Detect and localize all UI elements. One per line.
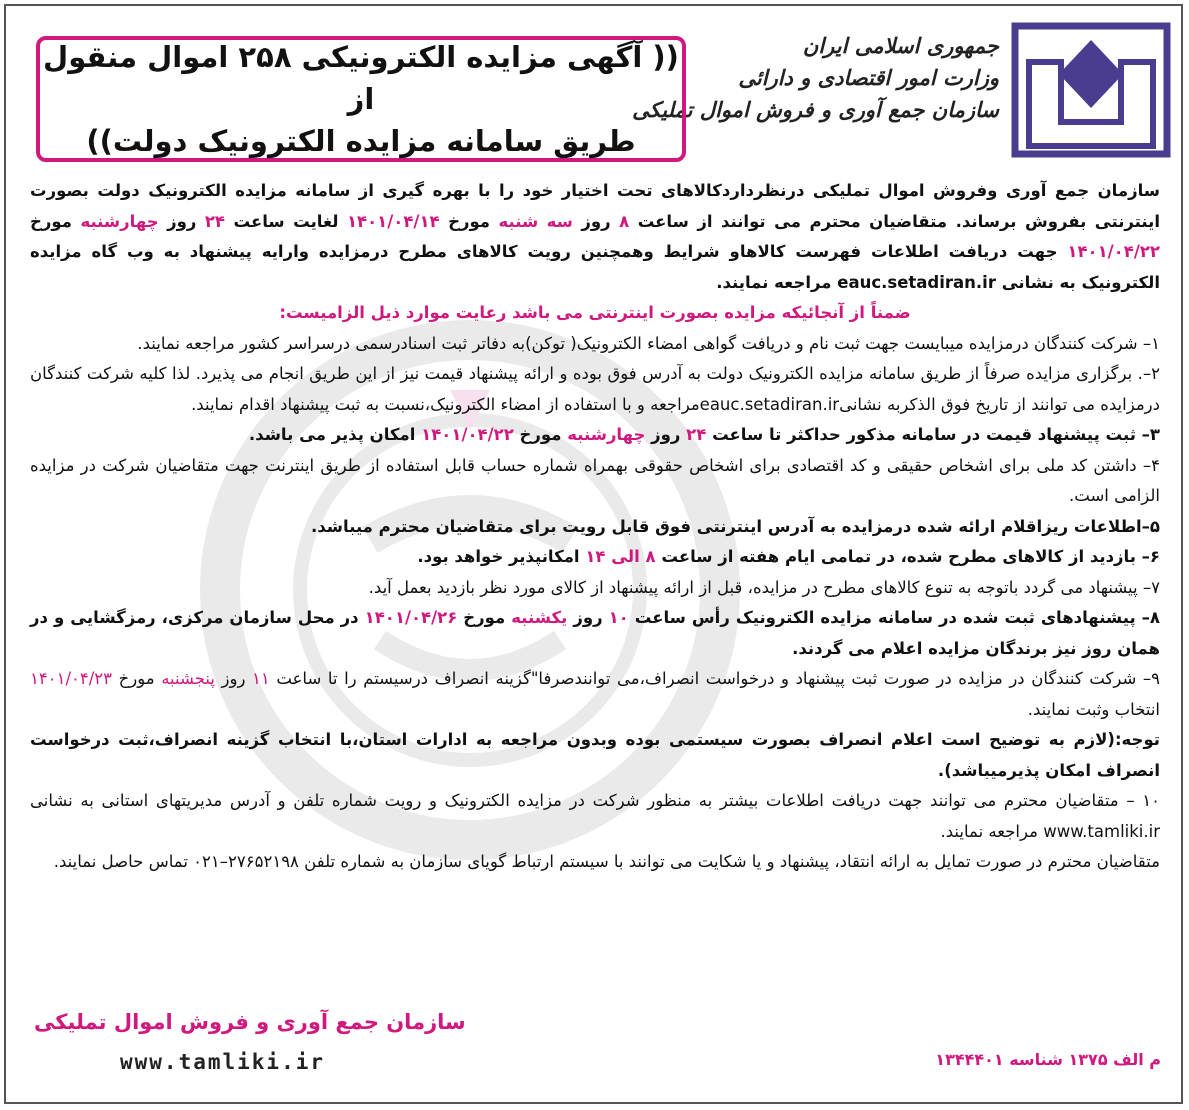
footer-signature: سازمان جمع آوری و فروش اموال تملیکی (34, 1010, 466, 1034)
condition-item-8: ۸– پیشنهادهای ثبت شده در سامانه مزایده الکترونیک رأس ساعت ۱۰ روز یکشنبه مورخ ۱۴۰۱/۰۴/۲۶ در محل سازمان مرکزی، رمزگشایی و در همان روز نیز برندگان مزایده اعلام می گردند. (30, 608, 1160, 658)
intro-paragraph: سازمان جمع آوری وفروش اموال تملیکی درنظرداردکالاهای تحت اختیار خود را با بهره گیری از سامانه مزایده الکترونیک دولت بصورت اینترنتی بفروش برساند. متقاضیان محترم می توانند از ساعت ۸ روز سه شنبه مورخ ۱۴۰۱/۰۴/۱۴ لغایت ساعت ۲۴ روز چهارشنبه مورخ ۱۴۰۱/۰۴/۲۲ جهت دریافت اطلاعات فهرست کالاهاو شرایط وهمچنین رویت کالاهای مطرح درمزایده وارایه پیشنهاد به وب گاه مزایده الکترونیک به نشانی eauc.setadiran.ir مراجعه نمایند. (30, 181, 1161, 292)
announcement-body (30, 176, 1160, 878)
ad-identifier: م الف ۱۳۷۵ شناسه ۱۳۴۴۴۰۱ (935, 1050, 1161, 1069)
contact-paragraph: متقاضیان محترم در صورت تمایل به ارائه انتقاد، پیشنهاد و یا شکایت می توانند با سیستم ارتباط گویای سازمان به شماره تلفن ۲۷۶۵۲۱۹۸–۰۲۱ تماس حاصل نمایند. (53, 852, 1160, 871)
auction-title-box (36, 36, 686, 162)
condition-item-3: ۳– ثبت پیشنهاد قیمت در سامانه مذکور حداکثر تا ساعت ۲۴ روز چهارشنبه مورخ ۱۴۰۱/۰۴/۲۲ امکان پذیر می باشد. (248, 425, 1160, 444)
condition-item-6: ۶– بازدید از کالاهای مطرح شده، در تمامی ایام هفته از ساعت ۸ الی ۱۴ امکانپذیر خواهد بود. (417, 547, 1160, 566)
organization-logo (1011, 22, 1171, 158)
condition-item-9: ۹– شرکت کنندگان در مزایده در صورت ثبت پیشنهاد و درخواست انصراف،می توانندصرفا"گزینه انصراف درسیستم را تا ساعت ۱۱ روز پنجشنبه مورخ ۱۴۰۱/۰۴/۲۳ انتخاب وثبت نمایند. (30, 669, 1160, 719)
footer-website[interactable]: www.tamliki.ir (120, 1050, 326, 1074)
condition-item-7: ۷– پیشنهاد می گردد باتوجه به تنوع کالاهای مطرح در مزایده، قبل از ارائه پیشنهاد از کالای مورد نظر بازدید بعمل آید. (368, 577, 1160, 597)
ministry-header (632, 30, 999, 126)
ministry-line-3: سازمان جمع آوری و فروش اموال تملیکی (632, 97, 999, 122)
condition-item-4: ۴– داشتن کد ملی برای اشخاص حقیقی و کد اقتصادی برای اشخاص حقوقی بهمراه شماره حساب قابل استفاده از طریق اینترنت جهت متقاضیان شرکت در مزایده الزامی است. (30, 455, 1160, 505)
condition-item-5: ۵–اطلاعات ریزاقلام ارائه شده درمزایده به آدرس اینترنتی فوق قابل رویت برای متقاضیان محترم میباشد. (310, 516, 1160, 536)
auction-title (40, 36, 682, 162)
title-line-1: (( آگهی مزایده الکترونیکی ۲۵۸ اموال منقول از (43, 40, 679, 116)
title-line-2: طریق سامانه مزایده الکترونیک دولت)) (86, 124, 636, 158)
condition-item-2: ۲–. برگزاری مزایده صرفاً از طریق سامانه مزایده الکترونیک دولت به آدرس فوق بوده و ارائه پیشنهاد قیمت نیز از این طریق انجام می پذیرد. لذا کلیه شرکت کنندگان درمزایده می توانند از تاریخ فوق الذکربه نشانیeauc.setadiran.irمراجعه و با استفاده از امضاء الکترونیک،نسبت به ثبت پیشنهاد اقدام نمایند. (30, 364, 1160, 414)
condition-item-1: ۱– شرکت کنندگان درمزایده میبایست جهت ثبت نام و دریافت گواهی امضاء الکترونیک( توکن)به دفاتر ثبت اسنادرسمی درسراسر کشور مراجعه نمایند. (137, 333, 1160, 353)
withdrawal-note: توجه:(لازم به توضیح است اعلام انصراف بصورت سیستمی بوده وبدون مراجعه به ادارات استان،با انتخاب گزینه انصراف،ثبت درخواست انصراف امکان پذیرمیباشد). (30, 730, 1160, 780)
ministry-line-2: وزارت امور اقتصادی و دارائی (738, 65, 999, 90)
condition-item-10: ۱۰ – متقاضیان محترم می توانند جهت دریافت اطلاعات بیشتر به منظور شرکت در مزایده الکترونیک و رویت شماره تلفن و آدرس مدیریتهای استانی به نشانی www.tamliki.ir مراجعه نمایند. (30, 791, 1160, 841)
notice-line: ضمناً از آنجائیکه مزایده بصورت اینترنتی می باشد رعایت موارد ذیل الزامیست: (279, 303, 911, 322)
ministry-line-1: جمهوری اسلامی ایران (802, 33, 999, 58)
